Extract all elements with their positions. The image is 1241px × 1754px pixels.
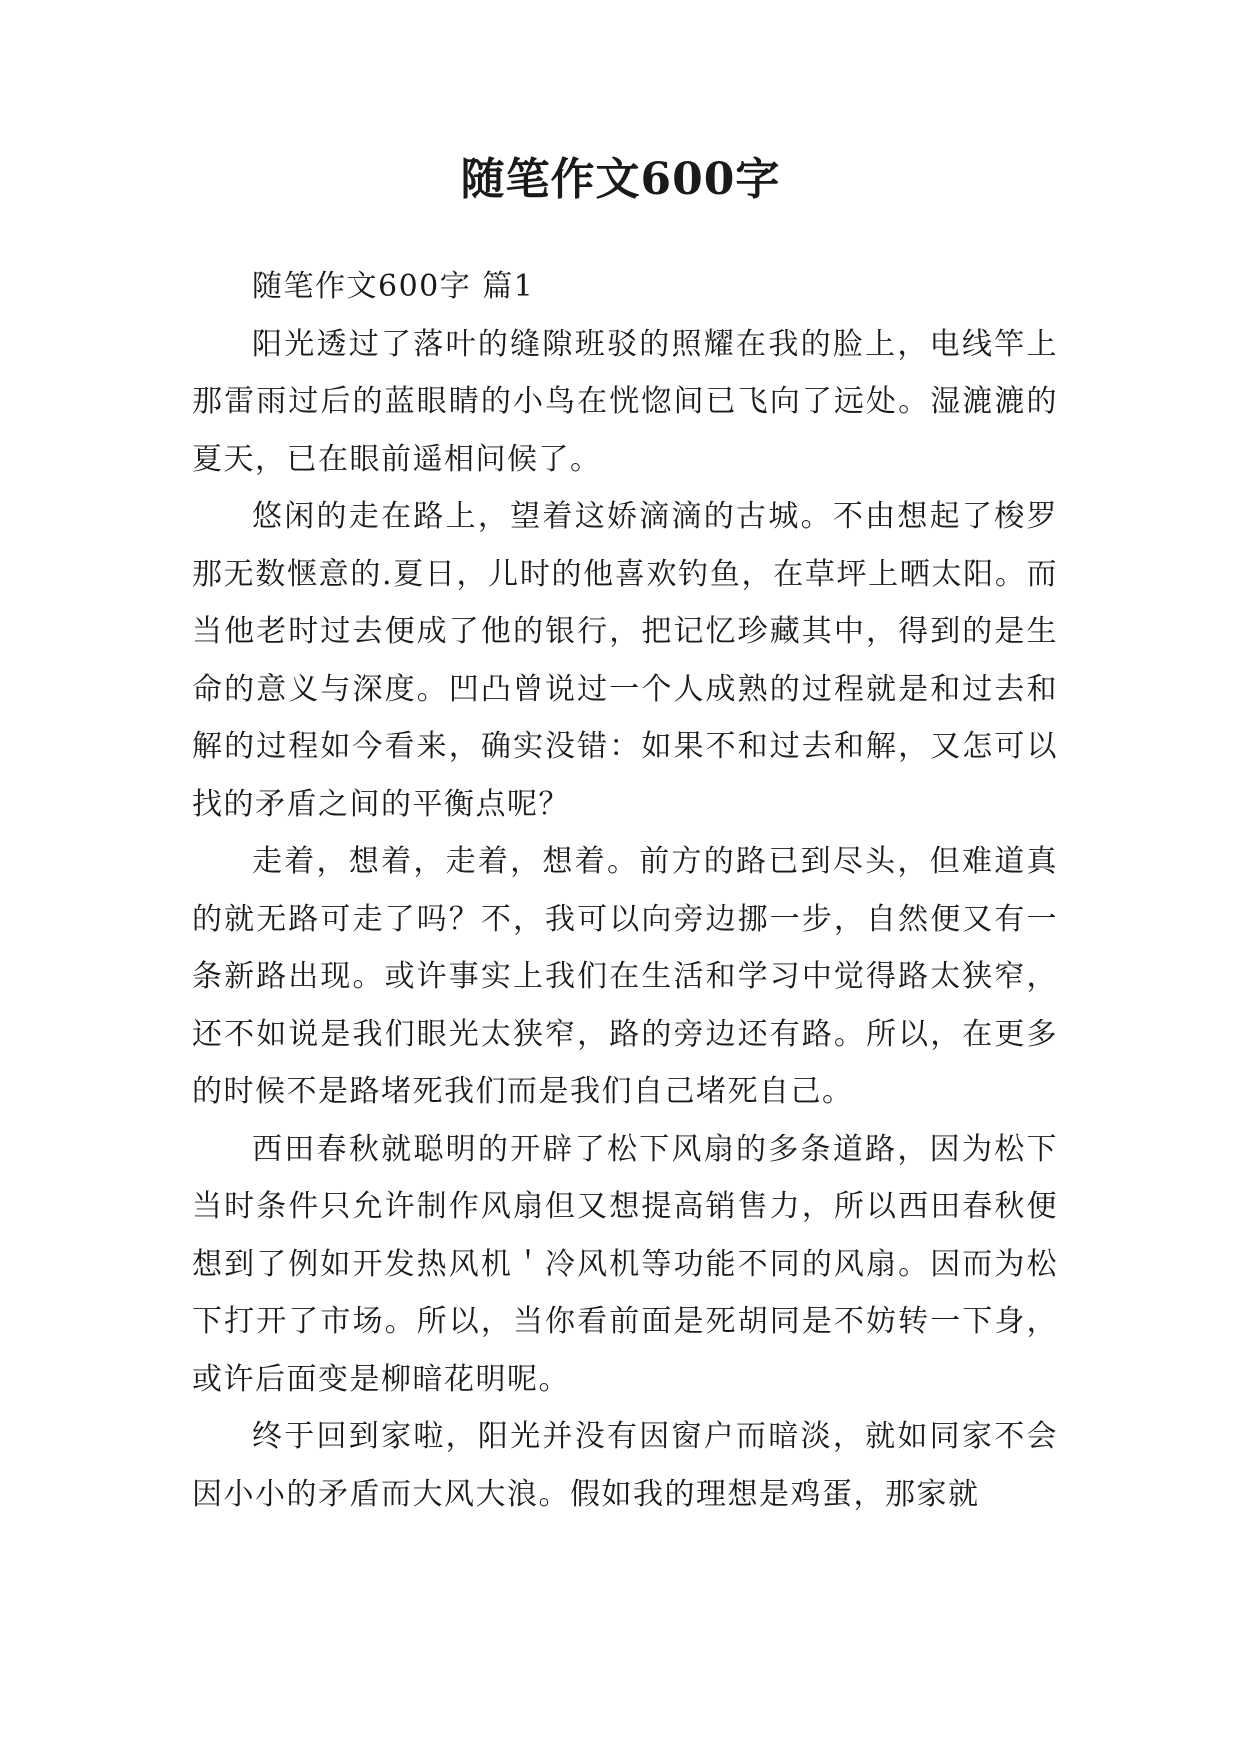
section-heading: 随笔作文600字 篇1 (252, 269, 535, 304)
paragraph-1: 阳光透过了落叶的缝隙班驳的照耀在我的脸上，电线竿上那雷雨过后的蓝眼睛的小鸟在恍惚间已飞向了远处。湿漉漉的夏天，已在眼前遥相问候了。 (192, 326, 1058, 477)
paragraph-2: 悠闲的走在路上，望着这娇滴滴的古城。不由想起了梭罗那无数惬意的.夏日，儿时的他喜欢钓鱼，在草坪上晒太阳。而当他老时过去便成了他的银行，把记忆珍藏其中，得到的是生命的意义与深度。凹凸曾说过一个人成熟的过程就是和过去和解的过程如今看来，确实没错：如果不和过去和解，又怎可以找的矛盾之间的平衡点呢？ (192, 499, 1058, 822)
document-title: 随笔作文600字 (460, 154, 781, 205)
paragraph-5: 终于回到家啦，阳光并没有因窗户而暗淡，就如同家不会因小小的矛盾而大风大浪。假如我的理想是鸡蛋，那家就 (192, 1419, 1058, 1512)
paragraph-4: 西田春秋就聪明的开辟了松下风扇的多条道路，因为松下当时条件只允许制作风扇但又想提高销售力，所以西田春秋便想到了例如开发热风机＇冷风机等功能不同的风扇。因而为松下打开了市场。所以，当你看前面是死胡同是不妨转一下身，或许后面变是柳暗花明呢。 (192, 1131, 1058, 1397)
paragraph-3: 走着，想着，走着，想着。前方的路已到尽头，但难道真的就无路可走了吗？不，我可以向旁边挪一步，自然便又有一条新路出现。或许事实上我们在生活和学习中觉得路太狭窄，还不如说是我们眼光太狭窄，路的旁边还有路。所以，在更多的时候不是路堵死我们而是我们自己堵死自己。 (192, 844, 1058, 1109)
document-body (192, 258, 1058, 1523)
